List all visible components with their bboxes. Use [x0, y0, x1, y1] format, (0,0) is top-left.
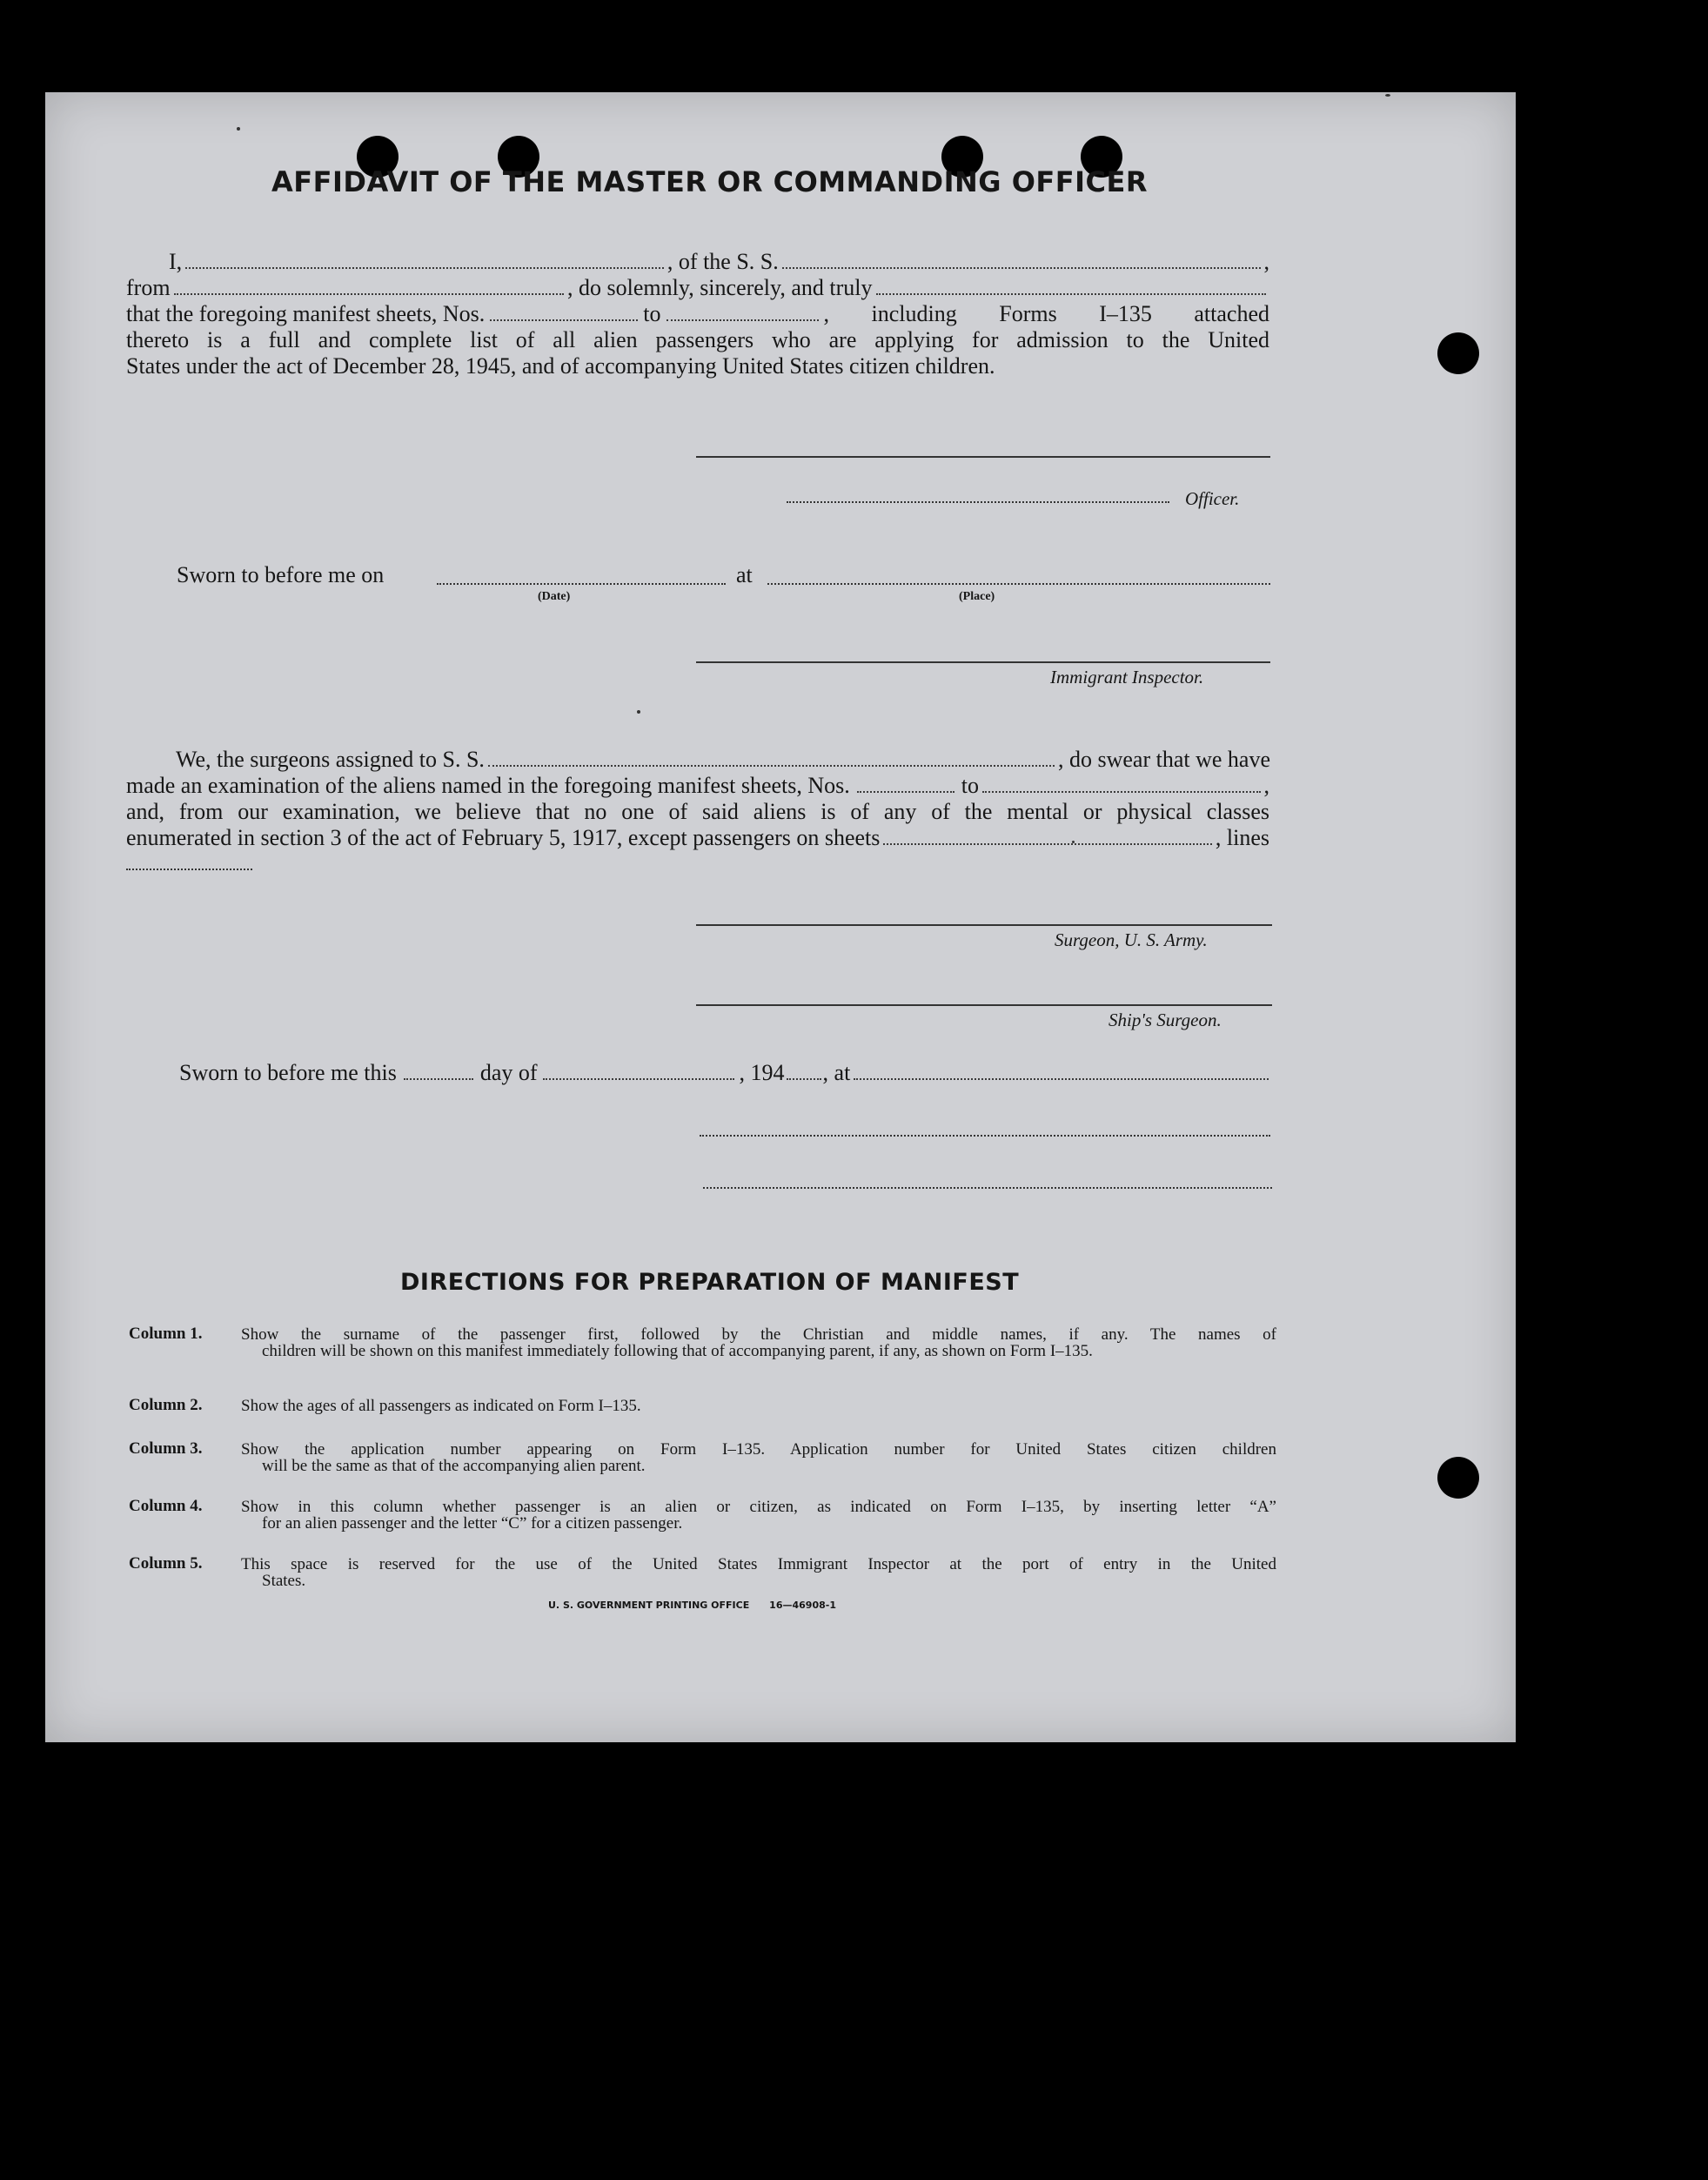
- column-3-label: Column 3.: [129, 1439, 203, 1458]
- column-3-text: Show the application number appearing on Form I–135. Application number for United States citizen children will be the same as that of the accompanying alien parent.: [241, 1440, 1276, 1475]
- punch-hole: [1437, 332, 1479, 374]
- month-field[interactable]: [543, 1078, 734, 1080]
- affidavit-line-5: States under the act of December 28, 1945, and of accompanying United States citizen children.: [126, 353, 995, 379]
- surgeon-sheet-to-field[interactable]: [982, 791, 1261, 793]
- speck: [1385, 94, 1390, 97]
- sworn-text: Sworn to before me on: [177, 562, 385, 587]
- inspector-label: Immigrant Inspector.: [1050, 667, 1204, 688]
- surgeon-sheet-from-field[interactable]: [857, 791, 954, 793]
- column-1-text: Show the surname of the passenger first, followed by the Christian and middle names, if any. The names of children will be shown on this manifest immediately following that of accompanying parent, if any, as shown on Form I–135.: [241, 1325, 1276, 1360]
- sheet-from-field[interactable]: [490, 319, 638, 321]
- sheet-to-field[interactable]: [666, 319, 819, 321]
- directions-title: DIRECTIONS FOR PREPARATION OF MANIFEST: [400, 1269, 1020, 1296]
- inspector-title-line-2[interactable]: [703, 1187, 1272, 1189]
- master-name-field[interactable]: [185, 267, 664, 269]
- surgeon-line-1: We, the surgeons assigned to S. S. , do swear that we have: [176, 747, 1270, 772]
- date-label: (Date): [538, 590, 571, 603]
- sworn-this-day-line: Sworn to before me this day of , 194 , at: [179, 1060, 1272, 1086]
- printer-imprint: U. S. GOVERNMENT PRINTING OFFICE 16—46908-1: [548, 1600, 836, 1611]
- column-5-label: Column 5.: [129, 1554, 203, 1573]
- sworn-date-field[interactable]: [437, 583, 726, 585]
- ship-name-field[interactable]: [782, 267, 1261, 269]
- speck: [237, 127, 240, 131]
- punch-hole: [1437, 1457, 1479, 1499]
- except-sheets-field[interactable]: [883, 843, 1211, 845]
- surgeon-line-2: made an examination of the aliens named in the foregoing manifest sheets, Nos. to ,: [126, 773, 1269, 798]
- officer-label: Officer.: [1185, 488, 1240, 509]
- surgeon-line-4: enumerated in section 3 of the act of February 5, 1917, except passengers on sheets , lines: [126, 825, 1269, 850]
- sworn-place-field[interactable]: [767, 583, 1270, 585]
- surgeon-ship-field[interactable]: [488, 765, 1055, 767]
- sworn-at-field[interactable]: [854, 1078, 1269, 1080]
- at-text: at: [736, 562, 753, 587]
- affidavit-title: AFFIDAVIT OF THE MASTER OR COMMANDING OFFICER: [271, 165, 1148, 198]
- form-page: [45, 92, 1516, 1742]
- column-5-text: This space is reserved for the use of the United States Immigrant Inspector at the port of entry in the United States.: [241, 1555, 1276, 1590]
- signature-line[interactable]: [696, 456, 1270, 458]
- swear-field[interactable]: [876, 293, 1267, 295]
- affidavit-line-1: I, , of the S. S. ,: [169, 249, 1270, 274]
- ship-surgeon-signature-line[interactable]: [696, 1004, 1272, 1006]
- ship-surgeon-label: Ship's Surgeon.: [1109, 1010, 1222, 1030]
- column-2-text: Show the ages of all passengers as indicated on Form I–135.: [241, 1397, 641, 1415]
- year-field[interactable]: [787, 1078, 821, 1080]
- column-2-label: Column 2.: [129, 1396, 203, 1414]
- army-surgeon-label: Surgeon, U. S. Army.: [1055, 929, 1208, 950]
- affidavit-line-2: from , do solemnly, sincerely, and truly: [126, 275, 1269, 301]
- affidavit-line-4: thereto is a full and complete list of all alien passengers who are applying for admission to the United: [126, 327, 1269, 352]
- surgeon-line-3: and, from our examination, we believe that no one of said aliens is of any of the mental or physical classes: [126, 799, 1269, 824]
- day-field[interactable]: [404, 1078, 473, 1080]
- army-surgeon-signature-line[interactable]: [696, 924, 1272, 926]
- inspector-signature-line[interactable]: [696, 661, 1270, 663]
- speck: [637, 710, 640, 714]
- inspector-signature-line-2[interactable]: [700, 1135, 1270, 1137]
- lines-field[interactable]: [126, 869, 252, 870]
- column-1-label: Column 1.: [129, 1325, 203, 1343]
- affidavit-line-3: that the foregoing manifest sheets, Nos. to , including Forms I–135 attached: [126, 301, 1269, 326]
- officer-name-line[interactable]: [787, 501, 1169, 503]
- place-label: (Place): [959, 590, 995, 603]
- column-4-label: Column 4.: [129, 1497, 203, 1515]
- column-4-text: Show in this column whether passenger is an alien or citizen, as indicated on Form I–135, by inserting letter “A” for an alien passenger and the letter “C” for a citizen passenger.: [241, 1498, 1276, 1533]
- from-port-field[interactable]: [174, 293, 565, 295]
